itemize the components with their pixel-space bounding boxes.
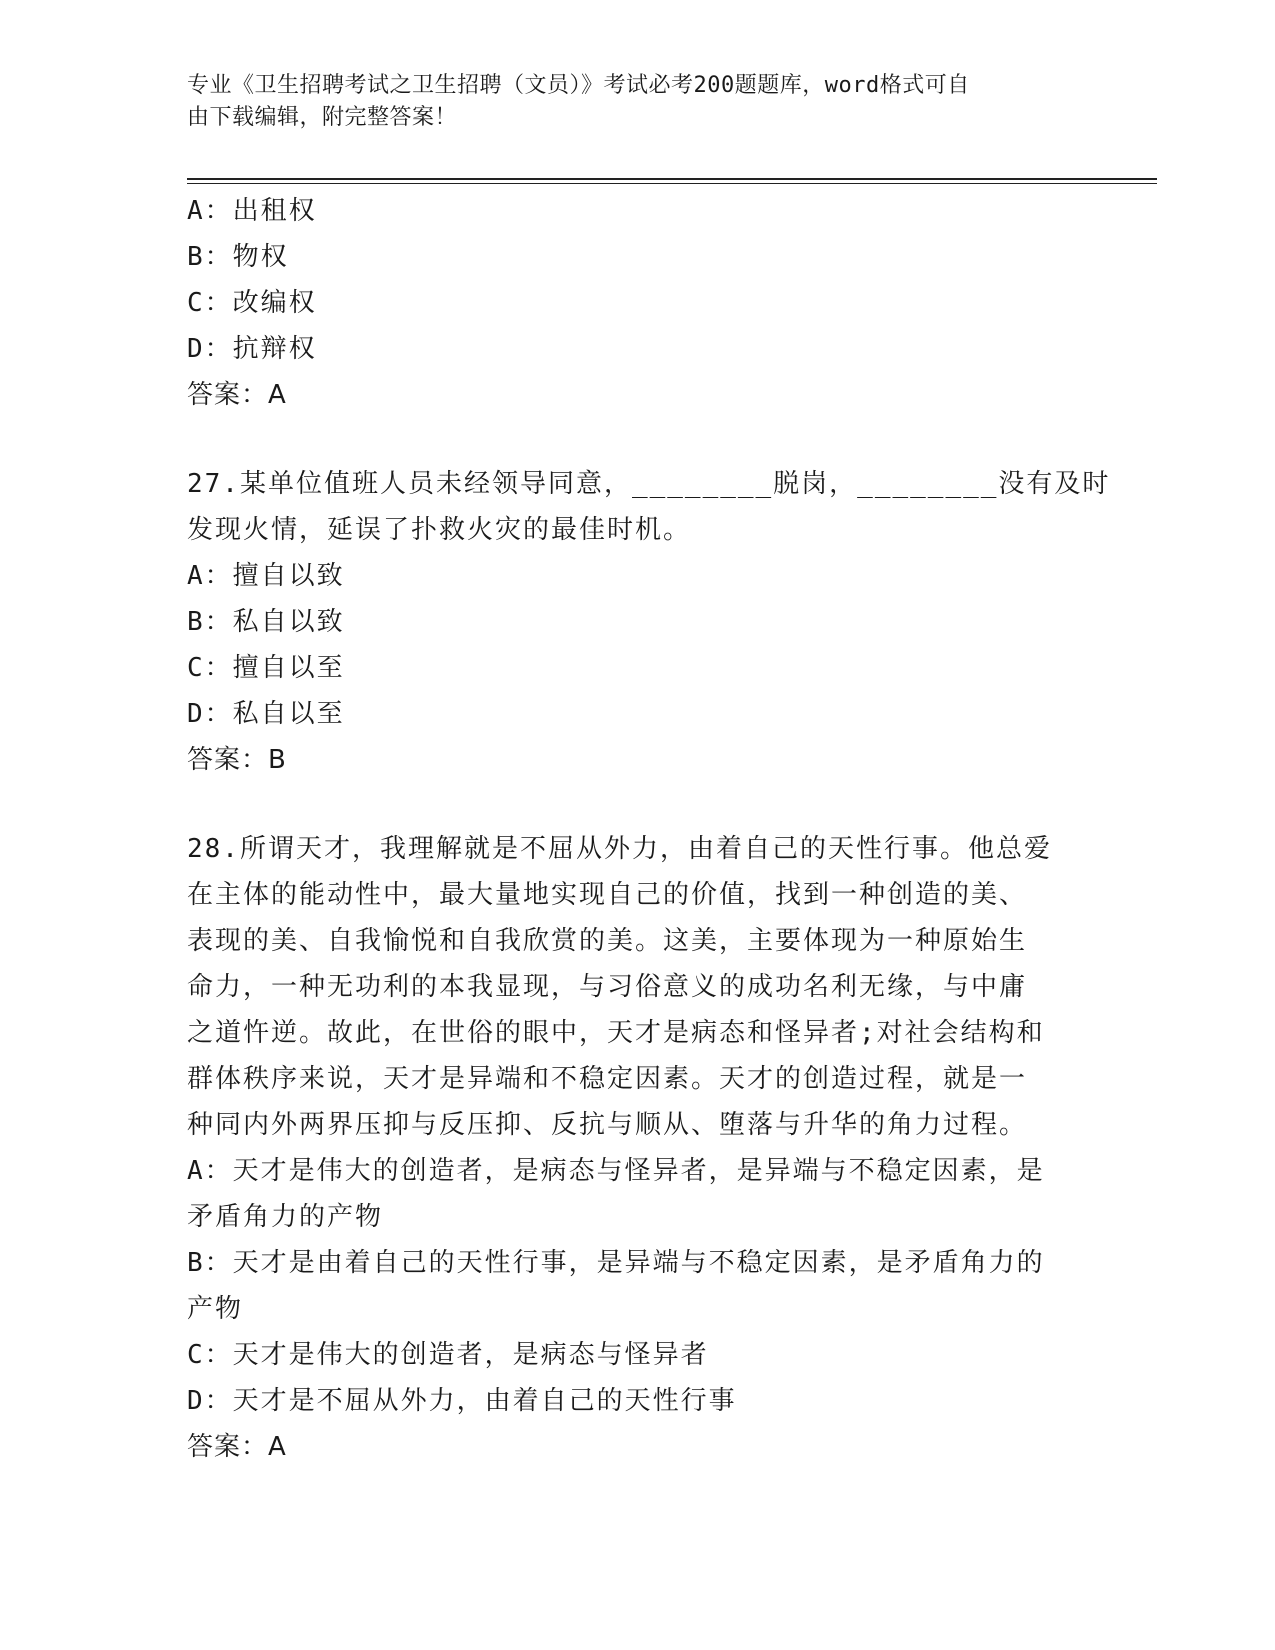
option-c: C：天才是伟大的创造者，是病态与怪异者 bbox=[187, 1340, 709, 1370]
question-26 bbox=[187, 188, 1067, 418]
option-c: C：改编权 bbox=[187, 288, 317, 318]
answer: 答案：A bbox=[187, 380, 287, 410]
option-a: A：擅自以致 bbox=[187, 561, 345, 591]
header-divider-thin bbox=[187, 183, 1157, 184]
question-stem-line: 28.所谓天才，我理解就是不屈从外力，由着自己的天性行事。他总爱 bbox=[187, 834, 1052, 864]
question-content bbox=[187, 188, 1111, 1470]
question-stem-line: 在主体的能动性中，最大量地实现自己的价值，找到一种创造的美、 bbox=[187, 880, 1028, 910]
question-stem-line: 发现火情，延误了扑救火灾的最佳时机。 bbox=[187, 515, 692, 545]
option-a: A：天才是伟大的创造者，是病态与怪异者，是异端与不稳定因素，是 bbox=[187, 1156, 1045, 1186]
option-d: D：抗辩权 bbox=[187, 334, 317, 364]
question-27 bbox=[187, 461, 1111, 783]
header-divider bbox=[187, 178, 1157, 180]
question-28 bbox=[187, 826, 1067, 1470]
option-b: B：物权 bbox=[187, 242, 289, 272]
question-stem-line: 27.某单位值班人员未经领导同意，________脱岗，________没有及时 bbox=[187, 469, 1111, 499]
option-b: B：天才是由着自己的天性行事，是异端与不稳定因素，是矛盾角力的 bbox=[187, 1248, 1045, 1278]
question-stem-line: 表现的美、自我愉悦和自我欣赏的美。这美，主要体现为一种原始生 bbox=[187, 926, 1028, 956]
option-b-continued: 产物 bbox=[187, 1294, 244, 1324]
question-stem-line: 种同内外两界压抑与反压抑、反抗与顺从、堕落与升华的角力过程。 bbox=[187, 1110, 1028, 1140]
option-b: B：私自以致 bbox=[187, 607, 345, 637]
option-d: D：天才是不屈从外力，由着自己的天性行事 bbox=[187, 1386, 737, 1416]
option-a-continued: 矛盾角力的产物 bbox=[187, 1202, 384, 1232]
answer: 答案：A bbox=[187, 1432, 287, 1462]
question-stem-line: 之道忤逆。故此，在世俗的眼中，天才是病态和怪异者;对社会结构和 bbox=[187, 1018, 1045, 1048]
option-d: D：私自以至 bbox=[187, 699, 345, 729]
option-a: A：出租权 bbox=[187, 196, 317, 226]
document-header bbox=[187, 70, 1087, 134]
option-c: C：擅自以至 bbox=[187, 653, 345, 683]
header-line-2: 由下载编辑，附完整答案！ bbox=[187, 105, 458, 130]
header-line-1: 专业《卫生招聘考试之卫生招聘（文员）》考试必考200题题库，word格式可自 bbox=[187, 73, 970, 98]
question-stem-line: 群体秩序来说，天才是异端和不稳定因素。天才的创造过程，就是一 bbox=[187, 1064, 1028, 1094]
question-stem-line: 命力，一种无功利的本我显现，与习俗意义的成功名利无缘，与中庸 bbox=[187, 972, 1028, 1002]
answer: 答案：B bbox=[187, 745, 287, 775]
